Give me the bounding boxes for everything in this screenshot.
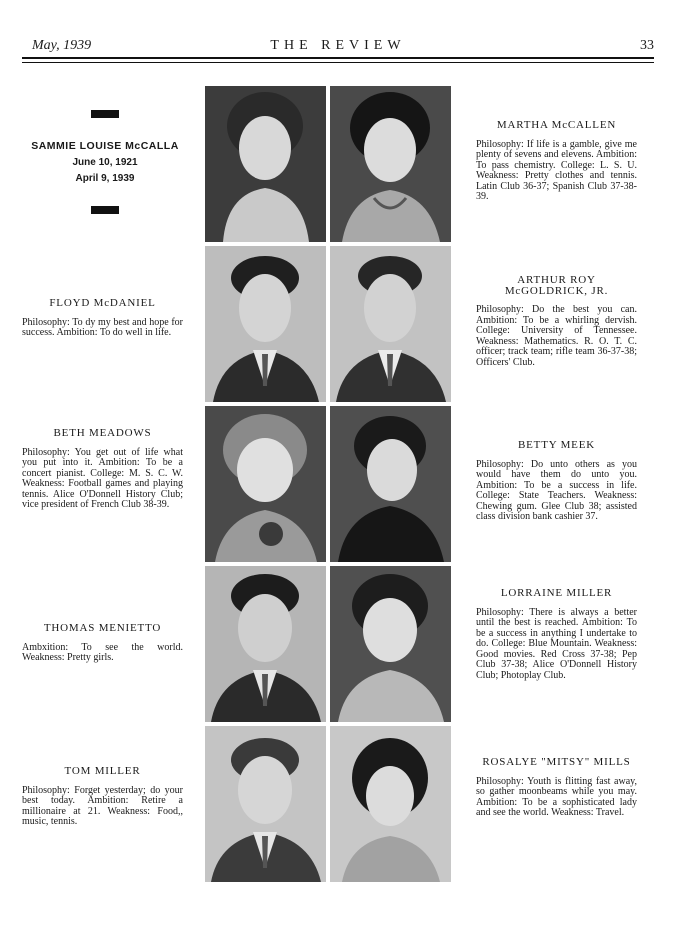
senior-entry [22, 298, 183, 339]
senior-entry [476, 588, 637, 681]
senior-entry [476, 440, 637, 523]
memorial-name: SAMMIE LOUISE McCALLA [31, 140, 179, 152]
memorial-birth-date: June 10, 1921 [72, 157, 138, 168]
header-rule-thick [22, 57, 654, 59]
senior-bio: Philosophy: If life is a gamble, give me plenty of sevens and elevens. Ambition: To pass chemistry. College: L. S. U. Weakness: Pretty clothes and tennis. Latin Club 36-37; Spanish Club 37-38-39. [476, 138, 637, 202]
portrait-photo [205, 726, 326, 882]
memorial-bar-top [91, 110, 119, 118]
page-number: 33 [640, 38, 654, 53]
senior-name: THOMAS MENIETTO [43, 622, 162, 634]
senior-name: BETTY MEEK [518, 439, 595, 451]
senior-bio: Philosophy: To dy my best and hope for success. Ambition: To do well in life. [22, 316, 183, 338]
header-date: May, 1939 [32, 38, 92, 53]
portrait-photo [205, 86, 326, 242]
memorial-bar-bottom [91, 206, 119, 214]
senior-name: ROSALYE "MITSY" MILLS [482, 756, 631, 768]
senior-bio: Philosophy: You get out of life what you put into it. Ambition: To be a concert pianist. College: M. S. C. W. Weakness: Football games and playing tennis. Alice O'Donnell History Club; vice president of French Club 38-39. [22, 446, 183, 510]
senior-name: LORRAINE MILLER [500, 587, 613, 599]
portrait-photo [330, 246, 451, 402]
portrait-photo [330, 726, 451, 882]
senior-entry [22, 623, 183, 664]
senior-name: MARTHA McCALLEN [496, 119, 617, 131]
senior-entry [22, 766, 183, 828]
senior-name: FLOYD McDANIEL [49, 297, 156, 309]
publication-title: THE REVIEW [270, 38, 406, 53]
senior-bio: Philosophy: Youth is flitting fast away, so gather moonbeams while you may. Ambition: To be a sophisticated lady and see the world. Weakness: Travel. [476, 775, 637, 818]
portrait-photo [330, 86, 451, 242]
header-rule-thin [22, 62, 654, 63]
senior-name: BETH MEADOWS [53, 427, 152, 439]
memorial-death-date: April 9, 1939 [75, 173, 135, 184]
senior-entry [22, 428, 183, 511]
senior-entry [476, 120, 637, 203]
senior-entry [476, 275, 637, 368]
portrait-photo [330, 406, 451, 562]
senior-entry [476, 757, 637, 819]
senior-bio: Philosophy: Do the best you can. Ambition: To be a whirling dervish. College: University of Tennessee. Weakness: Mathematics. R. O. T. C. officer; track team; rifle team 36-37-38; Officers' Club. [476, 304, 637, 368]
senior-bio: Philosophy: There is always a better until the best is reached. Ambition: To be a success in anything I undertake to do. College: Blue Mountain. Weakness: Good movies. Red Cross 37-38; Pep Club 37-38; Alice O'Donnell History Club; Photoplay Club. [476, 606, 637, 681]
senior-bio: Ambxition: To see the world. Weakness: Pretty girls. [22, 641, 183, 663]
memorial-block [20, 110, 190, 214]
senior-bio: Philosophy: Do unto others as you would have them do unto you. Ambition: To be a success in life. College: State Teachers. Weakness: Chewing gum. Glee Club 38; assisted class division bank cashier 37. [476, 458, 637, 522]
portrait-photo [205, 246, 326, 402]
portrait-photo [330, 566, 451, 722]
senior-name: TOM MILLER [64, 765, 141, 777]
portrait-photo [205, 406, 326, 562]
portrait-photo [205, 566, 326, 722]
senior-name: ARTHUR ROY McGOLDRICK, JR. [504, 274, 609, 297]
senior-bio: Philosophy: Forget yesterday; do your best today. Ambition: Retire a millionaire at 21. Weakness: Food,, music, tennis. [22, 784, 183, 827]
